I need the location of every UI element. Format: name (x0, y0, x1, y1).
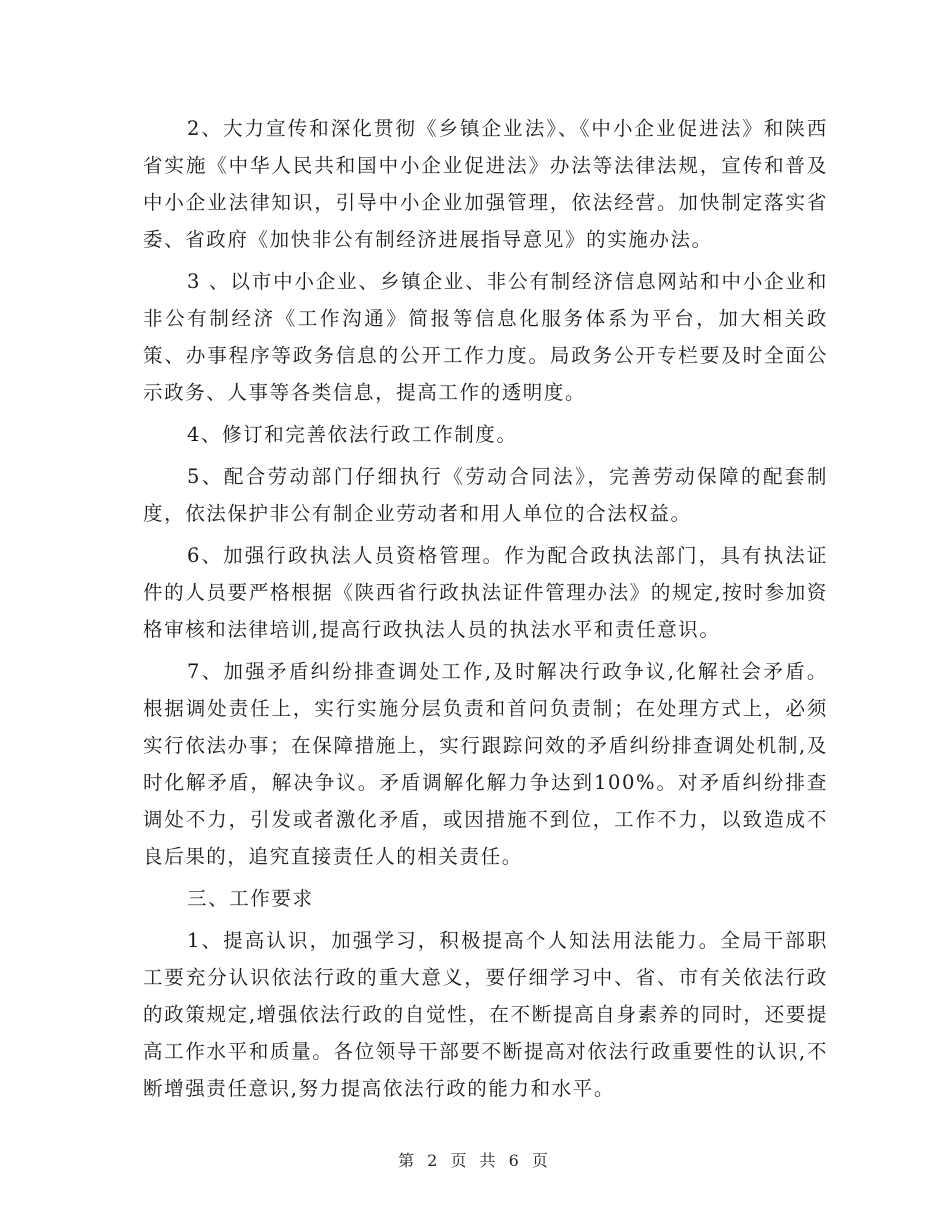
document-body (143, 110, 828, 1112)
page-footer: 第 2 页 共 6 页 (398, 1151, 552, 1170)
section-heading: 三、工作要求 (187, 887, 314, 910)
paragraph-item-2: 2、大力宣传和深化贯彻《乡镇企业法》、《中小企业促进法》和陕西省实施《中华人民共和国中小企业促进法》办法等法律法规，宣传和普及中小企业法律知识，引导中小企业加强管理，依法经营。加快制定落实省委、省政府《加快非公有制经济进展指导意见》的实施办法。 (143, 117, 828, 251)
paragraph-item-4: 4、修订和完善依法行政工作制度。 (187, 423, 518, 446)
paragraph-item-6: 6、加强行政执法人员资格管理。作为配合政执法部门，具有执法证件的人员要严格根据《陕西省行政执法证件管理办法》的规定,按时参加资格审核和法律培训,提高行政执法人员的执法水平和责任意识。 (143, 544, 828, 641)
paragraph-item-3: 3 、以市中小企业、乡镇企业、非公有制经济信息网站和中小企业和非公有制经济《工作沟通》简报等信息化服务体系为平台，加大相关政策、办事程序等政务信息的公开工作力度。局政务公开专栏要及时全面公示政务、人事等各类信息，提高工作的透明度。 (143, 270, 828, 404)
paragraph-item-5: 5、配合劳动部门仔细执行《劳动合同法》，完善劳动保障的配套制度，依法保护非公有制企业劳动者和用人单位的合法权益。 (143, 465, 828, 525)
requirement-paragraph-1: 1、提高认识，加强学习，积极提高个人知法用法能力。全局干部职工要充分认识依法行政的重大意义，要仔细学习中、省、市有关依法行政的政策规定,增强依法行政的自觉性，在不断提高自身素养的同时，还要提高工作水平和质量。各位领导干部要不断提高对依法行政重要性的认识,不断增强责任意识,努力提高依法行政的能力和水平。 (143, 929, 828, 1100)
paragraph-item-7: 7、加强矛盾纠纷排查调处工作,及时解决行政争议,化解社会矛盾。根据调处责任上，实行实施分层负责和首问负责制；在处理方式上，必须实行依法办事；在保障措施上，实行跟踪问效的矛盾纠纷排查调处机制,及时化解矛盾，解决争议。矛盾调解化解力争达到100%。对矛盾纠纷排查调处不力，引发或者激化矛盾，或因措施不到位，工作不力，以致造成不良后果的，追究直接责任人的相关责任。 (143, 660, 828, 868)
